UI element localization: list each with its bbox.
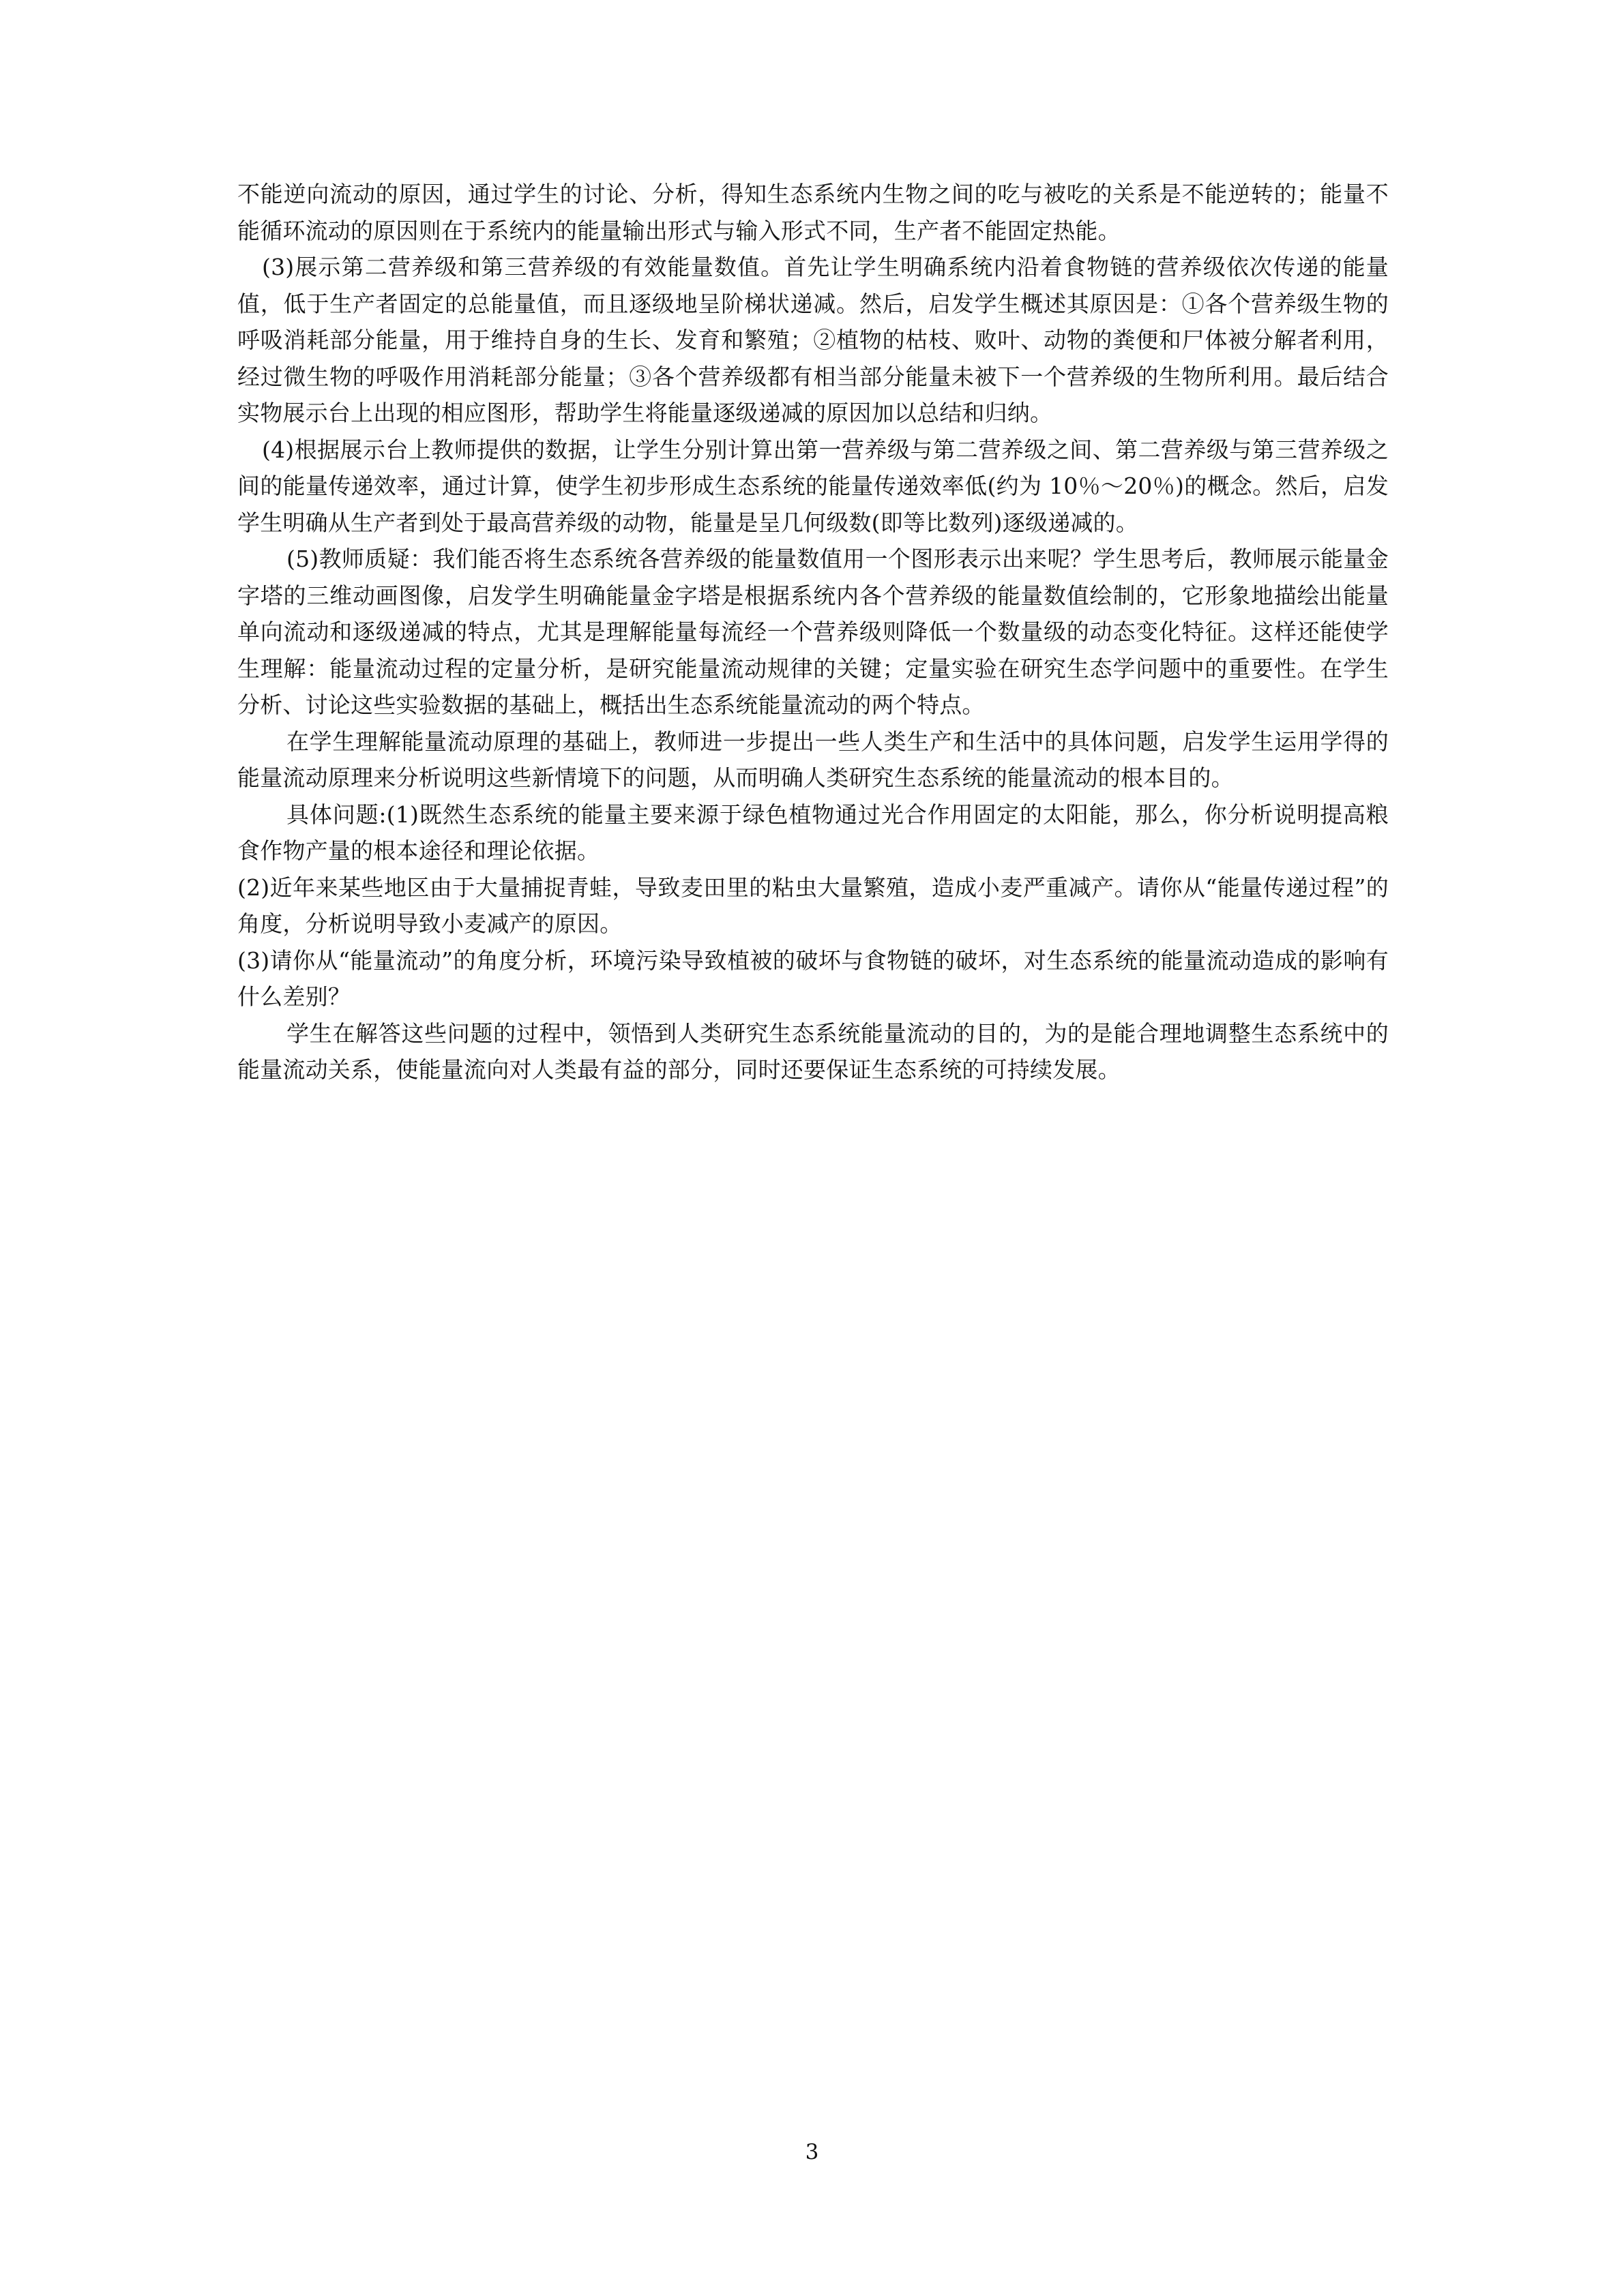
page-body-text (237, 176, 1389, 1088)
paragraph-4-item-5: (5)教师质疑：我们能否将生态系统各营养级的能量数值用一个图形表示出来呢？学生思考后，教师展示能量金字塔的三维动画图像，启发学生明确能量金字塔是根据系统内各个营养级的能量数值绘制的，它形象地描绘出能量单向流动和逐级递减的特点，尤其是理解能量每流经一个营养级则降低一个数量级的动态变化特征。这样还能使学生理解：能量流动过程的定量分析，是研究能量流动规律的关键；定量实验在研究生态学问题中的重要性。在学生分析、讨论这些实验数据的基础上，概括出生态系统能量流动的两个特点。 (237, 546, 1389, 718)
paragraph-8-question-3: (3)请你从“能量流动”的角度分析，环境污染导致植被的破坏与食物链的破坏，对生态系统的能量流动造成的影响有什么差别？ (237, 946, 1389, 1010)
page-number: 3 (805, 2140, 819, 2164)
paragraph-2-item-3: (3)展示第二营养级和第三营养级的有效能量数值。首先让学生明确系统内沿着食物链的营养级依次传递的能量值，低于生产者固定的总能量值，而且逐级地呈阶梯状递减。然后，启发学生概述其原因是：①各个营养级生物的呼吸消耗部分能量，用于维持自身的生长、发育和繁殖；②植物的枯枝、败叶、动物的粪便和尸体被分解者利用，经过微生物的呼吸作用消耗部分能量；③各个营养级都有相当部分能量未被下一个营养级的生物所利用。最后结合实物展示台上出现的相应图形，帮助学生将能量逐级递减的原因加以总结和归纳。 (237, 254, 1389, 426)
paragraph-9: 学生在解答这些问题的过程中，领悟到人类研究生态系统能量流动的目的，为的是能合理地调整生态系统中的能量流动关系，使能量流向对人类最有益的部分，同时还要保证生态系统的可持续发展。 (237, 1019, 1389, 1083)
paragraph-6-specific-questions: 具体问题:(1)既然生态系统的能量主要来源于绿色植物通过光合作用固定的太阳能，那么，你分析说明提高粮食作物产量的根本途径和理论依据。 (237, 801, 1389, 864)
paragraph-5: 在学生理解能量流动原理的基础上，教师进一步提出一些人类生产和生活中的具体问题，启发学生运用学得的能量流动原理来分析说明这些新情境下的问题，从而明确人类研究生态系统的能量流动的根本目的。 (237, 728, 1389, 791)
paragraph-7-question-2: (2)近年来某些地区由于大量捕捉青蛙，导致麦田里的粘虫大量繁殖，造成小麦严重减产。请你从“能量传递过程”的角度，分析说明导致小麦减产的原因。 (237, 874, 1389, 937)
paragraph-3-item-4: (4)根据展示台上教师提供的数据，让学生分别计算出第一营养级与第二营养级之间、第二营养级与第三营养级之间的能量传递效率，通过计算，使学生初步形成生态系统的能量传递效率低(约为 10％～20％)的概念。然后，启发学生明确从生产者到处于最高营养级的动物，能量是呈几何级数(即等比数列)逐级递减的。 (237, 436, 1389, 536)
paragraph-1: 不能逆向流动的原因，通过学生的讨论、分析，得知生态系统内生物之间的吃与被吃的关系是不能逆转的；能量不能循环流动的原因则在于系统内的能量输出形式与输入形式不同，生产者不能固定热能。 (237, 181, 1389, 244)
